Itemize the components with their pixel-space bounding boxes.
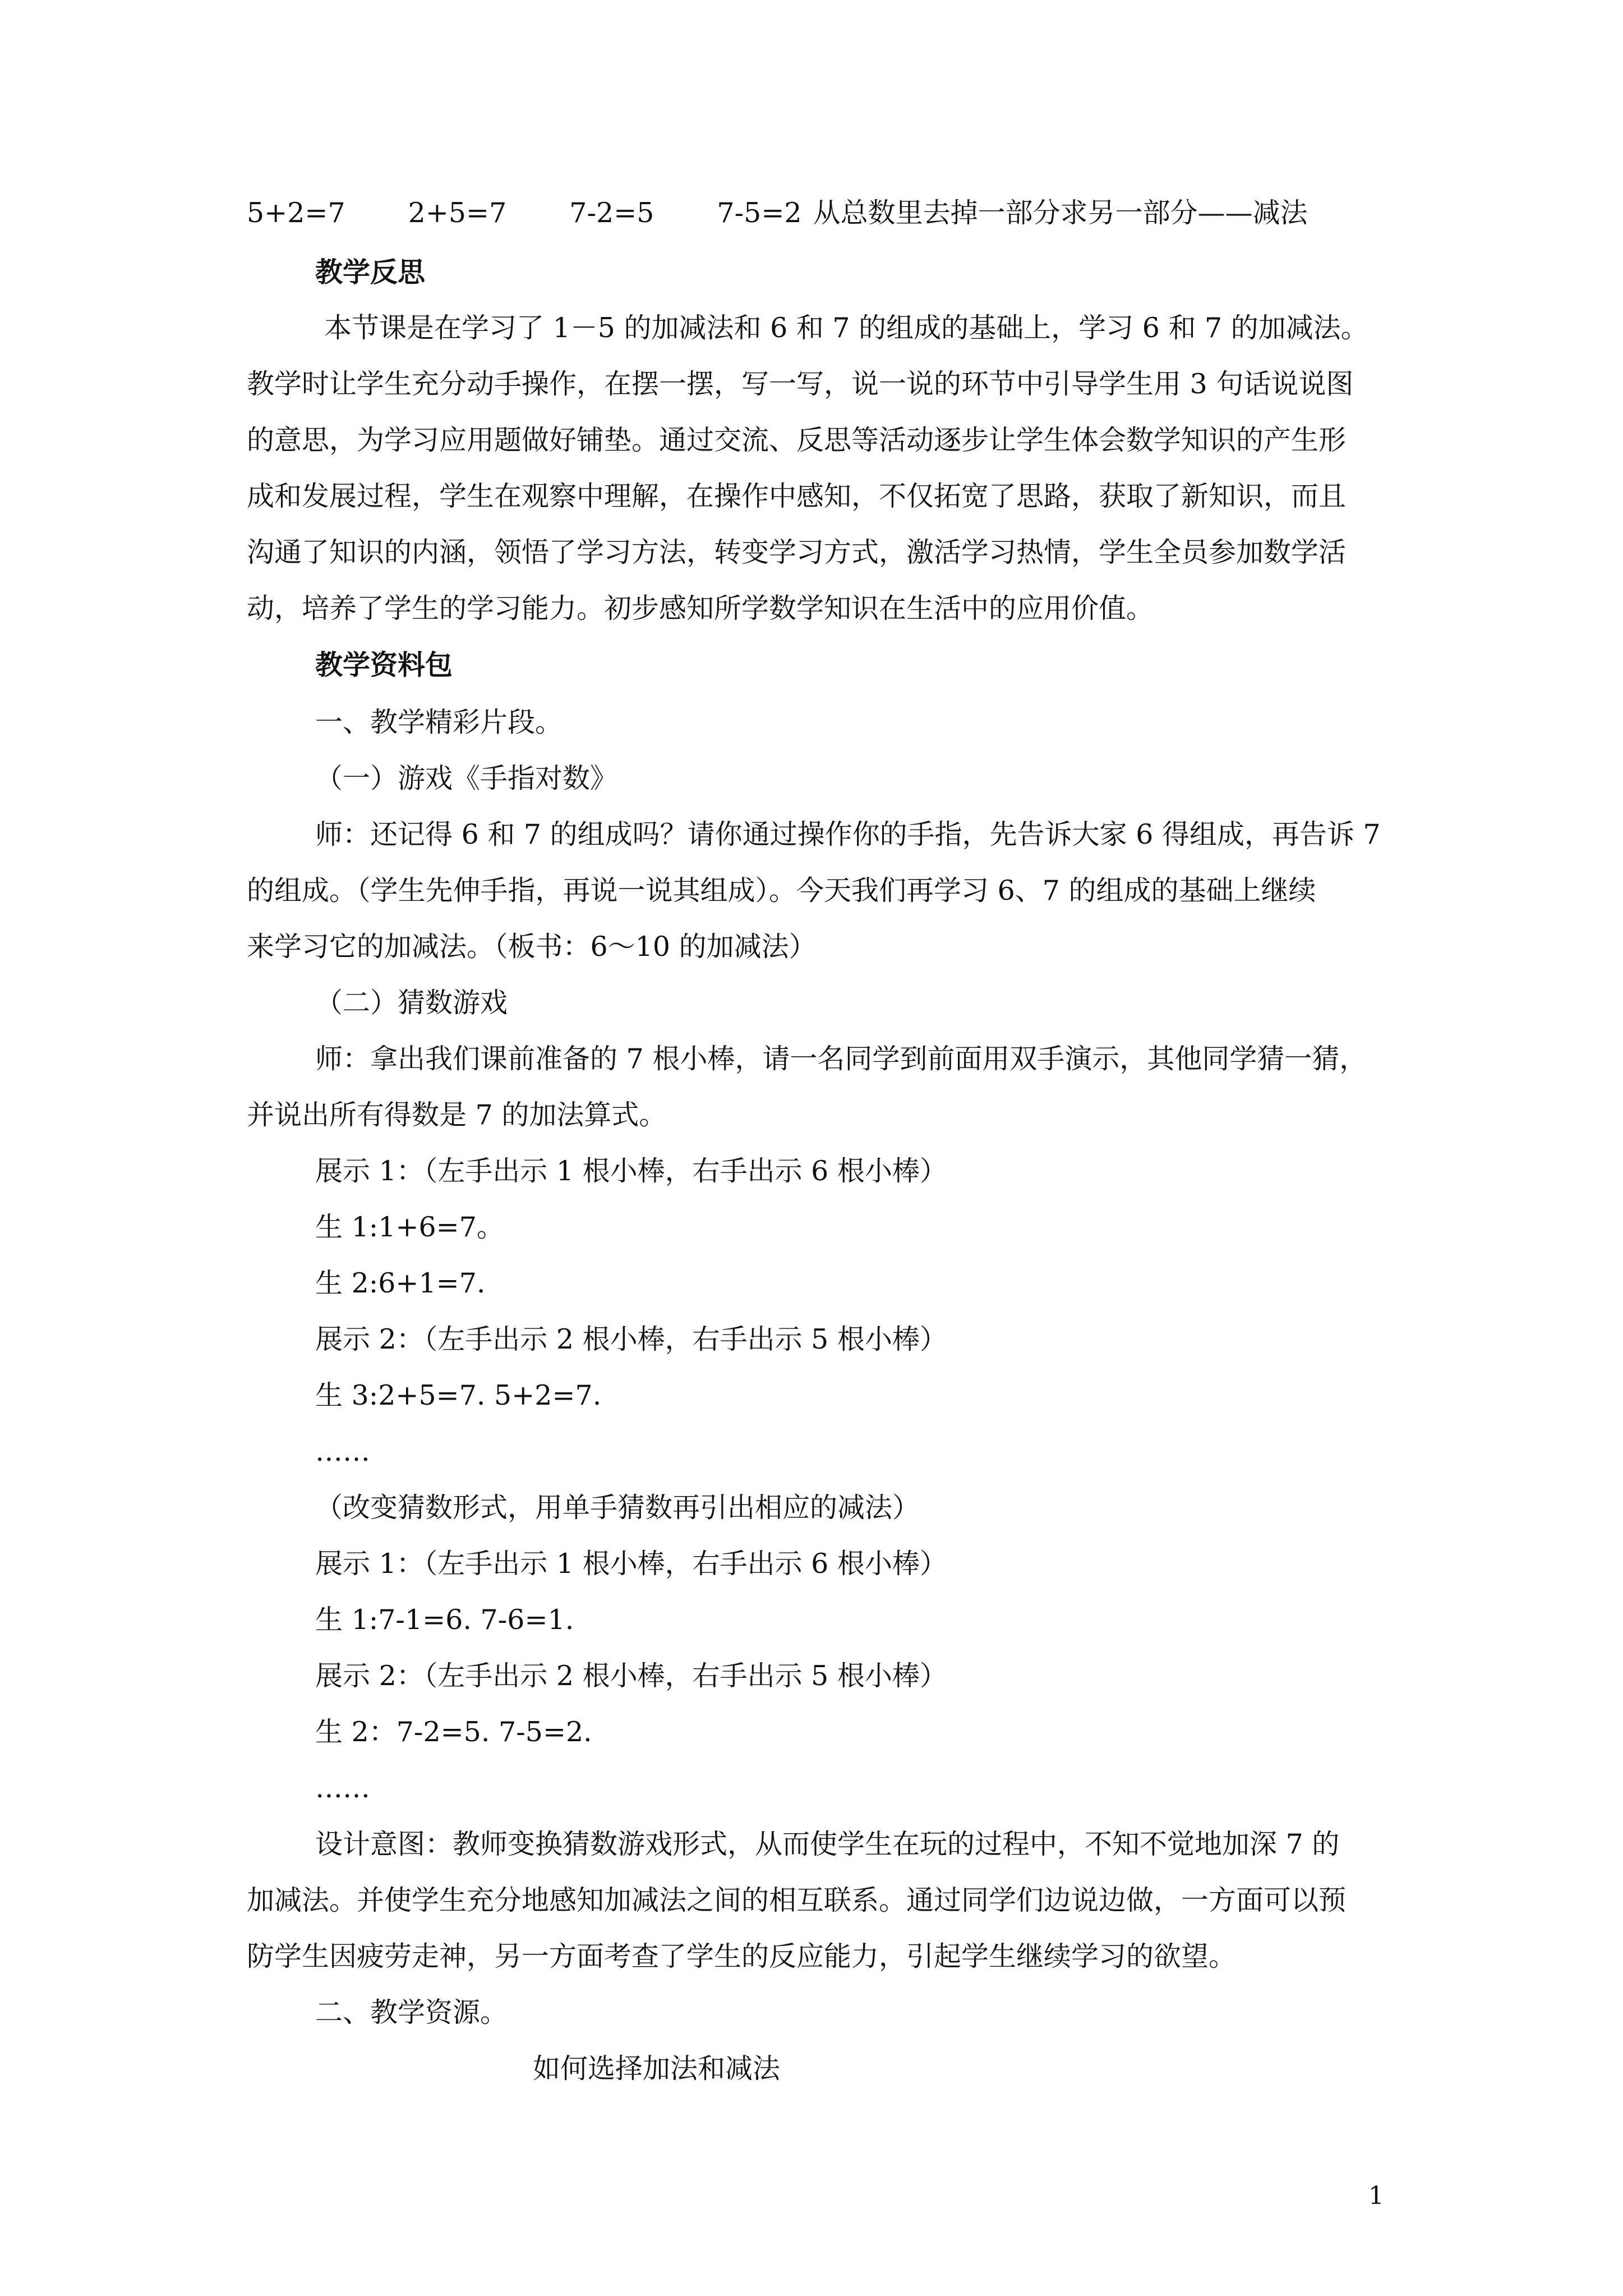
paragraph-line: 来学习它的加减法。（板书：6～10 的加减法） [247, 931, 817, 963]
reflection-line: 教学时让学生充分动手操作，在摆一摆，写一写，说一说的环节中引导学生用 3 句话说说图 [247, 368, 1354, 400]
reflection-line: 的意思，为学习应用题做好铺垫。通过交流、反思等活动逐步让学生体会数学知识的产生形 [247, 424, 1347, 456]
ellipsis: …… [315, 1772, 370, 1804]
dialogue-line: （改变猜数形式，用单手猜数再引出相应的减法） [315, 1492, 920, 1524]
dialogue-line: 生 3:2+5=7. 5+2=7. [315, 1379, 602, 1411]
dialogue-line: 展示 1：（左手出示 1 根小棒，右手出示 6 根小棒） [315, 1155, 947, 1187]
design-intent-line: 防学生因疲劳走神，另一方面考查了学生的反应能力，引起学生继续学习的欲望。 [247, 1940, 1237, 1972]
equation: 5+2=7 [247, 197, 345, 229]
resource-subtitle: 如何选择加法和减法 [533, 2053, 781, 2085]
reflection-line: 沟通了知识的内涵，领悟了学习方法，转变学习方式，激活学习热情，学生全员参加数学活 [247, 536, 1347, 568]
design-intent-line: 设计意图：教师变换猜数游戏形式，从而使学生在玩的过程中，不知不觉地加深 7 的 [315, 1828, 1340, 1860]
reflection-line: 本节课是在学习了 1－5 的加减法和 6 和 7 的组成的基础上，学习 6 和 7 的加减法。 [324, 312, 1368, 344]
dialogue-line: 展示 2：（左手出示 2 根小棒，右手出示 5 根小棒） [315, 1660, 947, 1692]
paragraph-line: 师：拿出我们课前准备的 7 根小棒，请一名同学到前面用双手演示，其他同学猜一猜， [315, 1043, 1367, 1075]
game-title: （一）游戏《手指对数》 [315, 762, 618, 794]
reflection-heading: 教学反思 [315, 256, 426, 288]
ellipsis: …… [315, 1435, 370, 1467]
equation: 7-5=2 [717, 197, 802, 229]
page-number: 1 [1368, 2182, 1384, 2210]
dialogue-line: 生 1:7-1=6. 7-6=1. [315, 1604, 574, 1636]
design-intent-line: 加减法。并使学生充分地感知加减法之间的相互联系。通过同学们边说边做，一方面可以预 [247, 1884, 1347, 1916]
reflection-line: 成和发展过程，学生在观察中理解，在操作中感知，不仅拓宽了思路，获取了新知识，而且 [247, 480, 1347, 512]
equation-line [247, 196, 1385, 230]
paragraph-line: 师：还记得 6 和 7 的组成吗？请你通过操作你的手指，先告诉大家 6 得组成，再告诉 7 [315, 818, 1381, 850]
game-title: （二）猜数游戏 [315, 987, 508, 1019]
dialogue-line: 生 1:1+6=7。 [315, 1211, 504, 1243]
dialogue-line: 生 2:6+1=7. [315, 1267, 486, 1299]
dialogue-line: 生 2：7-2=5. 7-5=2. [315, 1716, 592, 1748]
section-heading: 二、教学资源。 [315, 1996, 508, 2028]
package-heading: 教学资料包 [315, 648, 453, 681]
paragraph-line: 的组成。（学生先伸手指，再说一说其组成）。今天我们再学习 6、7 的组成的基础上继续 [247, 875, 1316, 907]
paragraph-line: 并说出所有得数是 7 的加法算式。 [247, 1099, 667, 1131]
equation: 2+5=7 [408, 197, 507, 229]
dialogue-line: 展示 2：（左手出示 2 根小棒，右手出示 5 根小棒） [315, 1323, 947, 1355]
subtraction-definition: 从总数里去掉一部分求另一部分——减法 [813, 197, 1308, 229]
equation: 7-2=5 [569, 197, 654, 229]
reflection-line: 动，培养了学生的学习能力。初步感知所学数学知识在生活中的应用价值。 [247, 592, 1154, 624]
section-heading: 一、教学精彩片段。 [315, 706, 563, 738]
dialogue-line: 展示 1：（左手出示 1 根小棒，右手出示 6 根小棒） [315, 1548, 947, 1580]
